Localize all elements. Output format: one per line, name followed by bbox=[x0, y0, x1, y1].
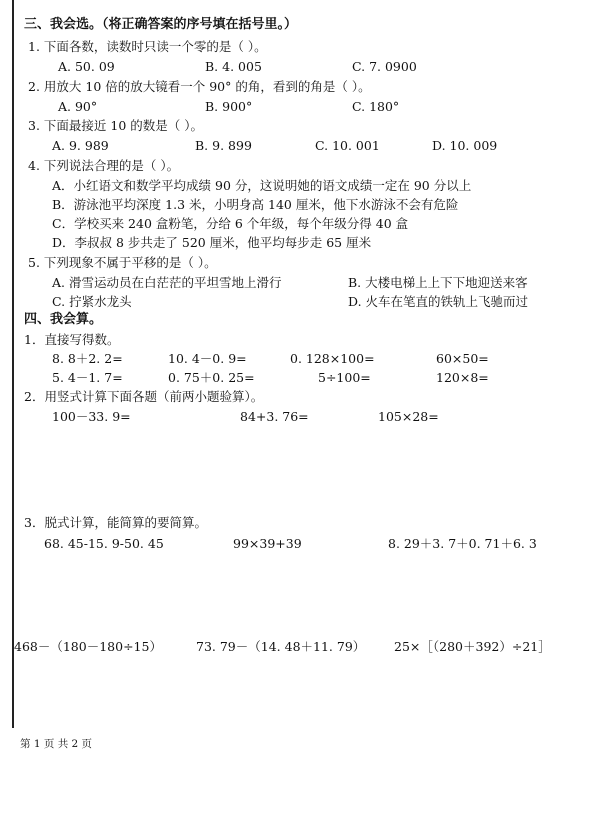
oral-calc-item: 0. 75＋0. 25= bbox=[168, 370, 255, 385]
q3-option-b: B. 9. 899 bbox=[195, 138, 252, 153]
vertical-calc-item: 105×28= bbox=[378, 409, 439, 424]
q5-option-c: C. 拧紧水龙头 bbox=[52, 294, 132, 309]
q5-option-b: B. 大楼电梯上上下下地迎送来客 bbox=[348, 275, 528, 290]
oral-calc-item: 0. 128×100= bbox=[290, 351, 375, 366]
step-calc-item: 8. 29＋3. 7＋0. 71＋6. 3 bbox=[388, 536, 537, 551]
q5-option-d: D. 火车在笔直的铁轨上飞驰而过 bbox=[348, 294, 529, 309]
q2-option-a: A. 90° bbox=[58, 99, 98, 114]
binding-margin-line bbox=[12, 0, 14, 728]
q4-option-a: A．小红语文和数学平均成绩 90 分，这说明她的语文成绩一定在 90 分以上 bbox=[52, 178, 472, 193]
oral-calc-item: 120×8= bbox=[436, 370, 489, 385]
part-2-title: 2．用竖式计算下面各题（前两小题验算）。 bbox=[24, 389, 264, 404]
oral-calc-item: 5÷100= bbox=[318, 370, 371, 385]
q1-option-c: C. 7. 0900 bbox=[352, 59, 417, 74]
q4-option-c: C．学校买来 240 盒粉笔，分给 6 个年级，每个年级分得 40 盒 bbox=[52, 216, 409, 231]
q2-stem: 2. 用放大 10 倍的放大镜看一个 90° 的角，看到的角是（ ）。 bbox=[28, 79, 371, 94]
q3-option-d: D. 10. 009 bbox=[432, 138, 498, 153]
q5-stem: 5. 下列现象不属于平移的是（ ）。 bbox=[28, 255, 217, 270]
q1-option-b: B. 4. 005 bbox=[205, 59, 262, 74]
q3-option-c: C. 10. 001 bbox=[315, 138, 380, 153]
q4-option-d: D．李叔叔 8 步共走了 520 厘米，他平均每步走 65 厘米 bbox=[52, 235, 372, 250]
q2-option-c: C. 180° bbox=[352, 99, 400, 114]
q3-option-a: A. 9. 989 bbox=[52, 138, 109, 153]
vertical-calc-item: 84+3. 76= bbox=[240, 409, 309, 424]
q3-stem: 3. 下面最接近 10 的数是（ ）。 bbox=[28, 118, 203, 133]
step-calc-item: 99×39+39 bbox=[233, 536, 302, 551]
part-1-title: 1．直接写得数。 bbox=[24, 332, 120, 347]
page-footer: 第 1 页 共 2 页 bbox=[20, 738, 93, 750]
q4-option-b: B．游泳池平均深度 1.3 米，小明身高 140 厘米，他下水游泳不会有危险 bbox=[52, 197, 459, 212]
section-3-title: 三、我会选。（将正确答案的序号填在括号里。） bbox=[24, 17, 298, 32]
q1-option-a: A. 50. 09 bbox=[58, 59, 115, 74]
q4-stem: 4. 下列说法合理的是（ ）。 bbox=[28, 158, 180, 173]
part-3-title: 3．脱式计算，能简算的要简算。 bbox=[24, 515, 207, 530]
step-calc-item: 68. 45-15. 9-50. 45 bbox=[44, 536, 164, 551]
oral-calc-item: 5. 4－1. 7= bbox=[52, 370, 123, 385]
oral-calc-item: 60×50= bbox=[436, 351, 489, 366]
q5-option-a: A. 滑雪运动员在白茫茫的平坦雪地上滑行 bbox=[52, 275, 282, 290]
section-4-title: 四、我会算。 bbox=[24, 312, 103, 327]
q1-stem: 1. 下面各数，读数时只读一个零的是（ ）。 bbox=[28, 39, 267, 54]
step-calc-item: 25×［（280＋392）÷21］ bbox=[394, 639, 551, 654]
q2-option-b: B. 900° bbox=[205, 99, 253, 114]
vertical-calc-item: 100－33. 9= bbox=[52, 409, 131, 424]
oral-calc-item: 8. 8＋2. 2= bbox=[52, 351, 123, 366]
step-calc-item: 73. 79－（14. 48＋11. 79） bbox=[196, 639, 366, 654]
step-calc-item: 468－（180－180÷15） bbox=[14, 639, 162, 654]
oral-calc-item: 10. 4－0. 9= bbox=[168, 351, 247, 366]
